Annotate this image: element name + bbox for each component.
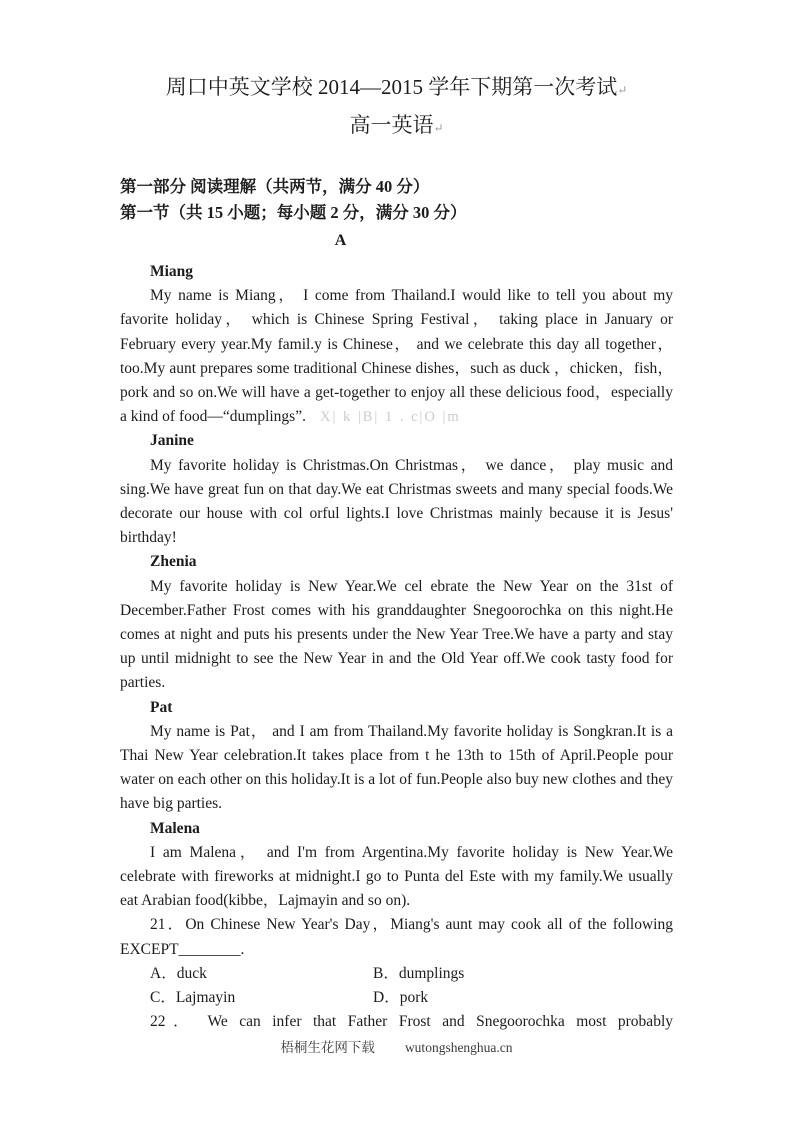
question-22: 22． We can infer that Father Frost and Snegoorochka most probably bbox=[150, 1013, 673, 1031]
speaker-name-janine: Janine bbox=[150, 432, 194, 450]
speaker-name-pat: Pat bbox=[150, 698, 173, 716]
passage-body bbox=[120, 260, 673, 1035]
question-21: 21．On Chinese New Year's Day，Miang's aunt may cook all of the following EXCEPT________. bbox=[120, 916, 673, 958]
watermark-text: X| k |B| 1 . c|O |m bbox=[319, 409, 461, 426]
part1-header: 第一部分 阅读理解（共两节，满分 40 分） bbox=[120, 177, 430, 196]
speaker-name-zhenia: Zhenia bbox=[150, 553, 197, 571]
exam-title bbox=[120, 70, 673, 108]
return-mark-icon: ↵ bbox=[617, 83, 628, 97]
return-mark-icon: ↵ bbox=[433, 121, 444, 135]
section1-header: 第一节（共 15 小题；每小题 2 分，满分 30 分） bbox=[120, 203, 467, 222]
question-21-options-row-2 bbox=[120, 986, 673, 1010]
passage-paragraph-janine: My favorite holiday is Christmas.On Christmas， we dance， play music and sing.We have great fun on that day.We eat Christmas sweets and many special foods.We decorate our house with col orful lights.I love Christmas mainly because it is Jesus' birthday! bbox=[120, 456, 673, 547]
footer-site-url: wutongshenghua.cn bbox=[404, 1040, 513, 1055]
speaker-name-miang: Miang bbox=[150, 263, 194, 280]
passage-paragraph-pat: My name is Pat， and I am from Thailand.My favorite holiday is Songkran.It is a Thai New Year celebration.It takes place from t he 13th to 15th of April.People pour water on each other on this holiday.It is a lot of fun.People also buy new clothes and they have big parties. bbox=[120, 722, 673, 813]
option-d: D．pork bbox=[373, 989, 429, 1007]
passage-a-label: A bbox=[334, 232, 347, 249]
exam-subtitle bbox=[120, 108, 673, 146]
speaker-name-malena: Malena bbox=[150, 819, 200, 837]
footer-site-name: 梧桐生花网下载 bbox=[280, 1040, 375, 1055]
option-a: A．duck bbox=[150, 964, 207, 982]
passage-paragraph-miang bbox=[120, 284, 673, 429]
option-b: B．dumplings bbox=[373, 964, 465, 982]
option-c: C．Lajmayin bbox=[150, 989, 236, 1007]
question-21-options-row-1 bbox=[120, 962, 673, 986]
exam-subtitle-text: 高一英语 bbox=[349, 113, 434, 137]
passage-paragraph-malena: I am Malena， and I'm from Argentina.My favorite holiday is New Year.We celebrate with fireworks at midnight.I go to Punta del Este with my family.We usually eat Arabian food(kibbe，Lajmayin and so on). bbox=[120, 843, 673, 910]
page-footer bbox=[0, 1036, 793, 1056]
exam-title-text: 周口中英文学校 2014—2015 学年下期第一次考试 bbox=[165, 75, 618, 99]
passage-text-miang: My name is Miang， I come from Thailand.I would like to tell you about my favorite holiday， which is Chinese Spring Festival， taking place in January or February every year.My famil.y is Chinese， and we celebrate this day all together，too.My aunt prepares some traditional Chinese dishes，such as duck ，chicken，fish，pork and so on.We will have a get-together to enjoy all these delicious food，especially a kind of food—“dumplings”. bbox=[120, 287, 673, 426]
passage-paragraph-zhenia: My favorite holiday is New Year.We cel ebrate the New Year on the 31st of December.Father Frost comes with his granddaughter Snegoorochka on this night.He comes at night and puts his presents under the New Year Tree.We have a party and stay up until midnight to see the New Year in and the Old Year off.We cook tasty food for parties. bbox=[120, 577, 673, 692]
